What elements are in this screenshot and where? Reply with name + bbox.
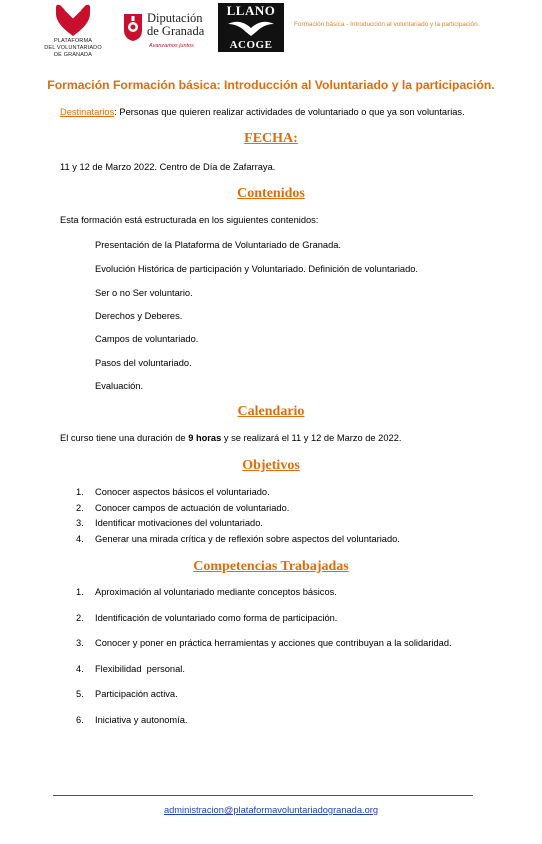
- llano-acoge-logo: [218, 3, 284, 52]
- competencia-item: Identificación de voluntariado como forma de participación.: [95, 613, 338, 623]
- list-number: 1.: [76, 587, 84, 597]
- contenido-item: Ser o no Ser voluntario.: [95, 288, 193, 298]
- objetivo-item: Identificar motivaciones del voluntariado.: [95, 518, 263, 528]
- fecha-text: 11 y 12 de Marzo 2022. Centro de Día de Zafarraya.: [60, 162, 276, 172]
- objetivos-heading: Objetivos: [242, 458, 300, 473]
- objetivo-item: Conocer aspectos básicos el voluntariado.: [95, 487, 270, 497]
- plataforma-logo-line-3: DE GRANADA: [54, 51, 92, 58]
- objetivo-item: Generar una mirada crítica y de reflexión sobre aspectos del voluntariado.: [95, 534, 400, 544]
- competencia-item: Conocer y poner en práctica herramientas y acciones que contribuyan a la solidaridad.: [95, 638, 452, 648]
- llano-logo-bottom: ACOGE: [229, 39, 273, 51]
- list-number: 3.: [76, 638, 84, 648]
- footer-email-link[interactable]: administracion@plataformavoluntariadogranada.org: [163, 805, 379, 815]
- competencia-item: Iniciativa y autonomía.: [95, 715, 188, 725]
- diputacion-granada-logo: [122, 10, 218, 50]
- page-title: Formación Formación básica: Introducción al Voluntariado y la participación.: [47, 78, 495, 92]
- diputacion-name-line-1: Diputación: [147, 11, 203, 25]
- contenido-item: Evolución Histórica de participación y Voluntariado. Definición de voluntariado.: [95, 264, 418, 274]
- list-number: 4.: [76, 534, 84, 544]
- heart-hands-icon: [53, 4, 93, 38]
- llano-logo-top: LLANO: [226, 3, 276, 18]
- diputacion-tagline: Avanzamos juntos: [149, 43, 194, 49]
- calendario-hours: 9 horas: [188, 433, 222, 443]
- header-right-text: Formación básica - Introducción al voluntariado y la participación.: [294, 21, 480, 28]
- fecha-heading: FECHA:: [244, 131, 298, 146]
- plataforma-voluntariado-logo: [38, 4, 108, 58]
- calendario-text-after: y se realizará el 11 y 12 de Marzo de 2022.: [221, 433, 402, 443]
- list-number: 2.: [76, 503, 84, 513]
- objetivo-item: Conocer campos de actuación de voluntariado.: [95, 503, 290, 513]
- list-number: 4.: [76, 664, 84, 674]
- granada-seal-icon: [122, 12, 144, 42]
- calendario-paragraph: [60, 433, 401, 443]
- footer-divider: [53, 795, 473, 796]
- contenido-item: Derechos y Deberes.: [95, 311, 183, 321]
- contenido-item: Evaluación.: [95, 381, 144, 391]
- diputacion-name: [147, 12, 204, 38]
- competencia-item: Aproximación al voluntariado mediante conceptos básicos.: [95, 587, 337, 597]
- destinatarios-paragraph: [60, 107, 465, 117]
- contenidos-intro: Esta formación está estructurada en los siguientes contenidos:: [60, 215, 319, 225]
- bird-icon: [226, 18, 276, 38]
- contenido-item: Presentación de la Plataforma de Voluntariado de Granada.: [95, 240, 342, 250]
- calendario-text-before: El curso tiene una duración de: [60, 433, 189, 443]
- destinatarios-label: Destinatarios: [60, 107, 115, 117]
- diputacion-name-line-2: de Granada: [147, 24, 205, 38]
- list-number: 2.: [76, 613, 84, 623]
- contenido-item: Campos de voluntariado.: [95, 334, 199, 344]
- competencia-item: Participación activa.: [95, 689, 178, 699]
- competencia-item: Flexibilidad personal.: [95, 664, 185, 674]
- contenido-item: Pasos del voluntariado.: [95, 358, 192, 368]
- list-number: 5.: [76, 689, 84, 699]
- contenidos-heading: Contenidos: [237, 186, 305, 201]
- list-number: 3.: [76, 518, 84, 528]
- competencias-heading: Competencias Trabajadas: [193, 559, 349, 574]
- list-number: 6.: [76, 715, 84, 725]
- list-number: 1.: [76, 487, 84, 497]
- plataforma-logo-line-1: PLATAFORMA: [53, 38, 93, 44]
- calendario-heading: Calendario: [237, 404, 305, 419]
- destinatarios-text: : Personas que quieren realizar actividades de voluntariado o que ya son voluntarias.: [114, 107, 465, 117]
- plataforma-logo-line-2: DEL VOLUNTARIADO: [44, 44, 102, 51]
